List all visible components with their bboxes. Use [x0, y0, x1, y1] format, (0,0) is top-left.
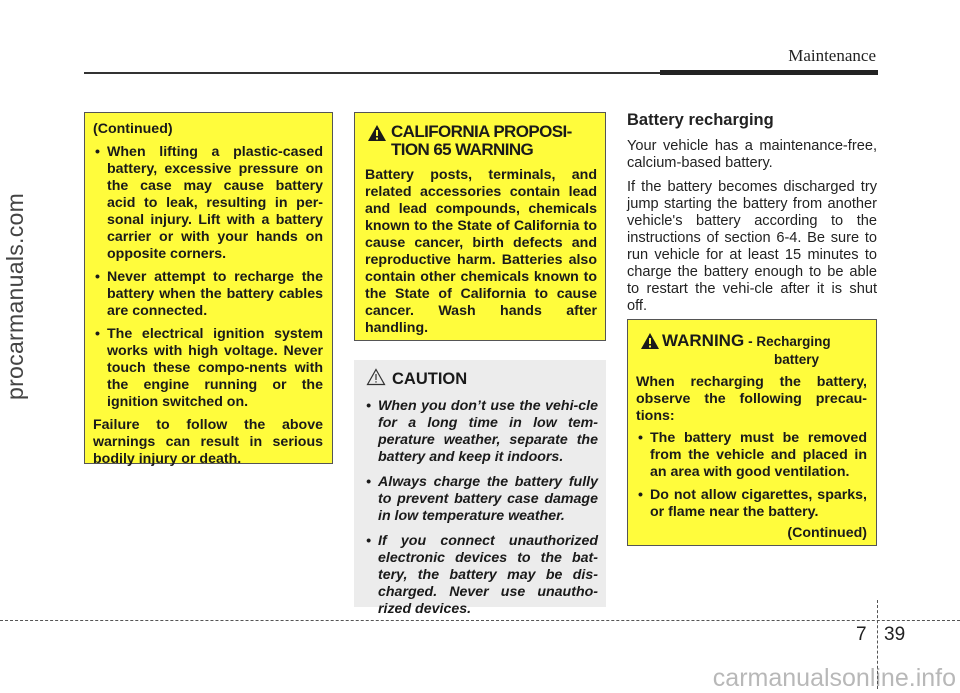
page-number: 39 [884, 624, 906, 645]
prop65-body: Battery posts, terminals, and related accessories contain lead and lead compounds, chemicals known to the State of California to cause cancer, birth defects and reproductive harm. Batteries also contain other chemicals known to the State of California to cause cancer. Wash hands after handling. [365, 167, 597, 336]
footer-divider [0, 620, 960, 621]
failure-warning-text: Failure to follow the above warnings can result in serious bodily injury or death. [93, 417, 323, 467]
footer-vertical-divider [877, 600, 878, 689]
continued-label: (Continued) [787, 525, 867, 541]
bottom-watermark: carmanualsonline.info [712, 664, 956, 692]
side-watermark: procarmanuals.com [2, 192, 28, 400]
list-item: • Always charge the battery fully to prevent battery case damage in low temperature weather. [364, 474, 598, 525]
recharging-paragraph: Your vehicle has a maintenance-free, calcium-based battery. [627, 138, 877, 171]
section-heading: Battery recharging [627, 111, 774, 129]
warning-triangle-icon [367, 124, 387, 147]
warning-header [636, 332, 867, 368]
prop65-title: CALIFORNIA PROPOSI-TION 65 WARNING [391, 122, 572, 159]
warning-subtitle-line2: battery [774, 352, 820, 367]
caution-header [364, 368, 598, 392]
continued-label: (Continued) [93, 121, 173, 137]
warning-intro: When recharging the battery, observe the following precau-tions: [636, 374, 867, 424]
caution-bullet-list [364, 398, 598, 618]
header-rule [84, 72, 660, 74]
section-title: Maintenance [788, 46, 876, 65]
list-item: • The electrical ignition system works with high voltage. Never touch these compo-nents with the engine running or the ignition switched on. [93, 326, 323, 411]
list-item: • Do not allow cigarettes, sparks, or flame near the battery. [636, 487, 867, 521]
caution-triangle-icon [366, 368, 386, 391]
warning-bullet-list [636, 430, 867, 521]
list-item: • When lifting a plastic-cased battery, excessive pressure on the case may cause battery acid to leak, resulting in per-sonal injury. Lift with a battery carrier or with your hands on opposite corners. [93, 144, 323, 263]
warning-bullet-list [93, 144, 323, 411]
warning-subtitle: - Recharging [748, 334, 831, 349]
list-item: • If you connect unauthorized electronic devices to the bat-tery, the battery may be dis-charged. Never use unautho-rized devices. [364, 533, 598, 618]
recharging-warning-box [627, 319, 877, 546]
header-rule-thick [660, 70, 878, 75]
chapter-number: 7 [856, 624, 867, 645]
warning-word: WARNING [662, 331, 745, 350]
list-item: • When you don’t use the vehi-cle for a long time in low tem-perature weather, separate the battery and keep it indoors. [364, 398, 598, 466]
list-item: • The battery must be removed from the vehicle and placed in an area with good ventilation. [636, 430, 867, 481]
caution-title: CAUTION [392, 370, 468, 388]
list-item: • Never attempt to recharge the battery when the battery cables are connected. [93, 269, 323, 320]
continued-warning-box [84, 112, 333, 467]
california-prop65-box [354, 112, 606, 341]
caution-box [354, 360, 606, 617]
warning-triangle-icon [640, 332, 660, 355]
recharging-paragraph: If the battery becomes discharged try jump starting the battery from another vehicle's battery according to the instructions of section 6-4. Be sure to run vehicle for at least 15 minutes to charge the battery enough to be able to restart the vehi-cle after it is shut off. [627, 179, 877, 314]
battery-recharging-section [627, 112, 877, 322]
prop65-header [365, 123, 597, 159]
